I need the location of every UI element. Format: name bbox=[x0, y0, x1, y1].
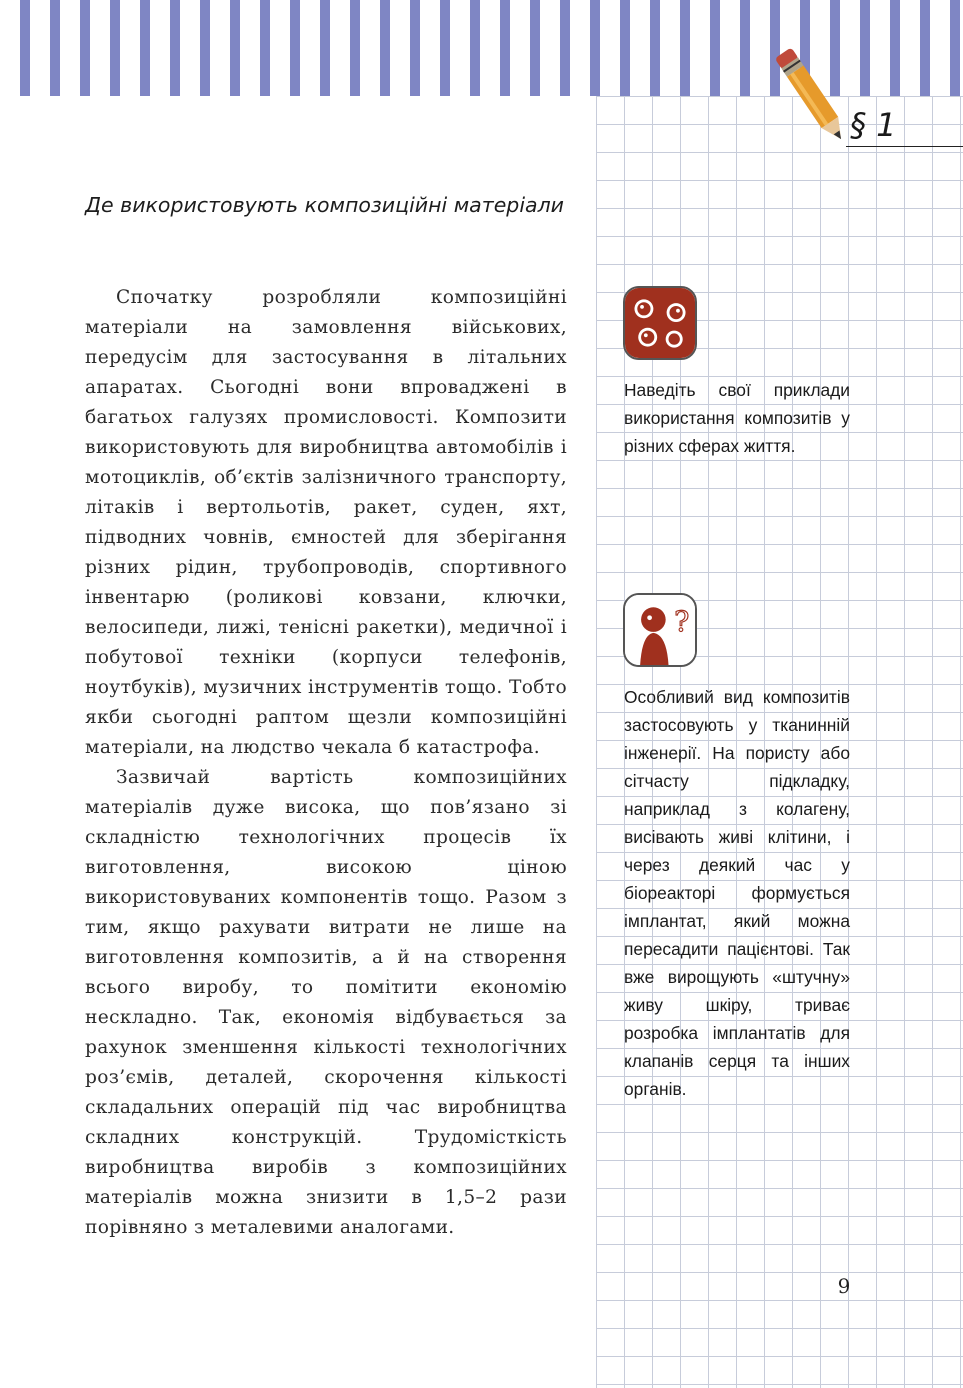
section-mark: § 1 bbox=[846, 103, 963, 147]
fact-text: Особливий вид композитів застосовують у тканинній інженерії. На пористу або сітчасту підкладку, наприклад з колагену, висівають живі клітини, і через деякий час у біореакторі формується імплантат, який можна пересадити пацієнтові. Так вже вирощують «штучну» живу шкіру, триває розробка імплантатів для клапанів серця та інших органів. bbox=[624, 687, 850, 1099]
paragraph: Спочатку розробляли композиційні матеріали на замовлення військових, передусім для застосування в літальних апаратах. Сьогодні вони впроваджені в багатьох галузях промисловості. Композити використовують для виробництва автомобілів і мотоциклів, об’єктів залізничного транспорту, літаків і вертольотів, ракет, суден, яхт, підводних човнів, ємностей для зберігання різних рідин, трубопроводів, спортивного інвентарю (роликові ковзани, ключки, велосипеди, лижі, тенісні ракетки), медичної і побутової техніки (корпуси телефонів, ноутбуків), музичних інструментів тощо. Тобто якби сьогодні раптом щезли композиційні матеріали, на людство чекала б катастрофа. bbox=[85, 287, 567, 758]
paragraph: Зазвичай вартість композиційних матеріалів дуже висока, що пов’язано зі складністю технологічних процесів їх виготовлення, високою ціною використовуваних компонентів тощо. Разом з тим, якщо рахувати витрати не лише на виготовлення композитів, а й на створення всього виробу, то помітити економію нескладно. Так, економія відбувається за рахунок зменшення кількості технологічних роз’ємів, деталей, скорочення кількості складальних операцій під час виробництва складних конструкцій. Трудомісткість виробництва виробів з композиційних матеріалів можна знизити в 1,5–2 рази порівняно з металевими аналогами. bbox=[85, 767, 567, 1238]
thinking-figure-question-icon bbox=[623, 593, 697, 667]
task-text: Наведіть свої приклади використання композитів у різних сферах життя. bbox=[624, 380, 850, 456]
section-heading: Де використовують композиційні матеріали bbox=[85, 193, 564, 217]
pencil-icon bbox=[772, 36, 852, 156]
main-text-block bbox=[85, 283, 567, 1243]
svg-text:?: ? bbox=[674, 604, 690, 638]
discussion-figures-icon bbox=[623, 286, 697, 360]
page-number: 9 bbox=[837, 1274, 851, 1298]
